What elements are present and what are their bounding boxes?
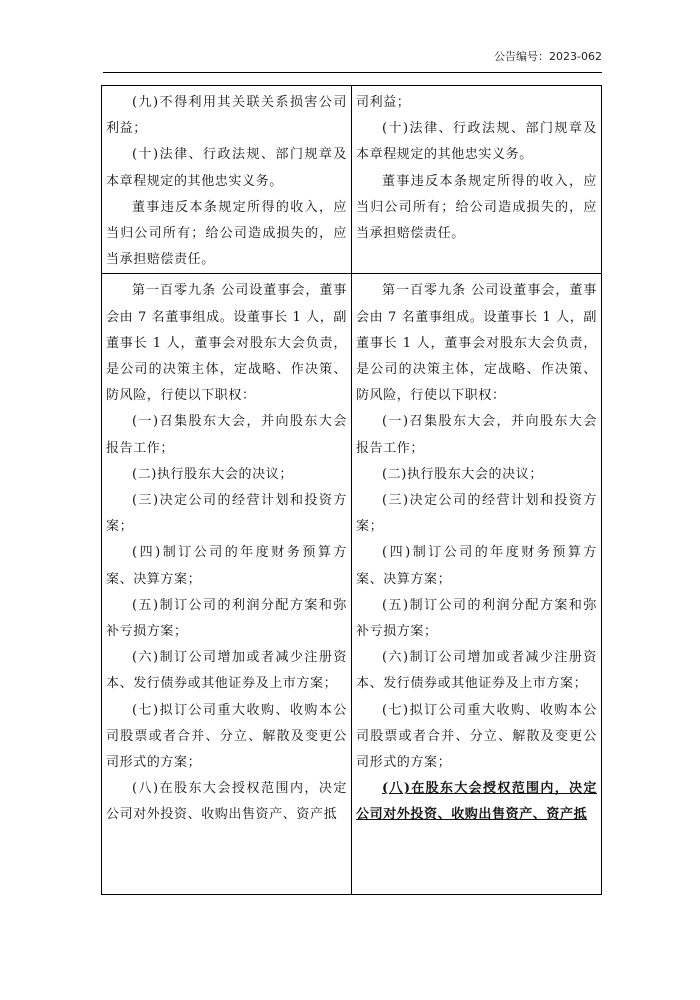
paragraph: 司利益；	[356, 95, 411, 110]
paragraph: (三)决定公司的经营计划和投资方案；	[106, 493, 347, 535]
revised-text-cell	[352, 274, 602, 895]
paragraph: (一)召集股东大会，并向股东大会报告工作；	[106, 414, 347, 456]
paragraph: (五)制订公司的利润分配方案和弥补亏损方案；	[106, 597, 347, 640]
paragraph: (三)决定公司的经营计划和投资方案；	[356, 493, 597, 535]
header-divider	[103, 72, 602, 73]
paragraph: (六)制订公司增加或者减少注册资本、发行债券或其他证券及上市方案；	[356, 650, 597, 692]
paragraph: (七)拟订公司重大收购、收购本公司股票或者合并、分立、解散及变更公司形式的方案；	[356, 702, 597, 771]
amended-paragraph: (八)在股东大会授权范围内，决定公司对外投资、收购出售资产、资产抵	[356, 781, 597, 823]
paragraph: (十)法律、行政法规、部门规章及本章程规定的其他忠实义务。	[356, 121, 597, 163]
revised-text-cell	[352, 86, 602, 274]
paragraph: (八)在股东大会授权范围内，决定公司对外投资、收购出售资产、资产抵	[106, 781, 347, 823]
paragraph: (九)不得利用其关联关系损害公司利益；	[106, 95, 347, 137]
original-text-cell	[102, 274, 352, 895]
paragraph: 第一百零九条 公司设董事会，董事会由 7 名董事组成。设董事长 1 人，副董事长 1 人，董事会对股东大会负责，是公司的决策主体，定战略、作决策、防风险，行使以下职权：	[356, 283, 597, 404]
paragraph: (一)召集股东大会，并向股东大会报告工作；	[356, 414, 597, 456]
paragraph: (四)制订公司的年度财务预算方案、决算方案；	[106, 545, 347, 587]
paragraph: (七)拟订公司重大收购、收购本公司股票或者合并、分立、解散及变更公司形式的方案；	[106, 702, 347, 771]
paragraph: (十)法律、行政法规、部门规章及本章程规定的其他忠实义务。	[106, 147, 347, 189]
comparison-table	[101, 85, 602, 895]
original-text-cell	[102, 86, 352, 274]
paragraph: 第一百零九条 公司设董事会，董事会由 7 名董事组成。设董事长 1 人，副董事长 1 人，董事会对股东大会负责，是公司的决策主体，定战略、作决策、防风险，行使以下职权：	[106, 283, 347, 404]
paragraph: (五)制订公司的利润分配方案和弥补亏损方案；	[356, 597, 597, 640]
paragraph: (二)执行股东大会的决议；	[382, 466, 543, 482]
table-row	[102, 274, 602, 895]
paragraph: (四)制订公司的年度财务预算方案、决算方案；	[356, 545, 597, 587]
paragraph: (六)制订公司增加或者减少注册资本、发行债券或其他证券及上市方案；	[106, 650, 347, 692]
table-row	[102, 86, 602, 274]
paragraph: 董事违反本条规定所得的收入，应当归公司所有；给公司造成损失的，应当承担赔偿责任。	[106, 199, 347, 268]
paragraph: (二)执行股东大会的决议；	[132, 466, 293, 482]
paragraph: 董事违反本条规定所得的收入，应当归公司所有；给公司造成损失的，应当承担赔偿责任。	[356, 173, 597, 242]
announcement-number: 公告编号：2023-062	[494, 50, 602, 63]
